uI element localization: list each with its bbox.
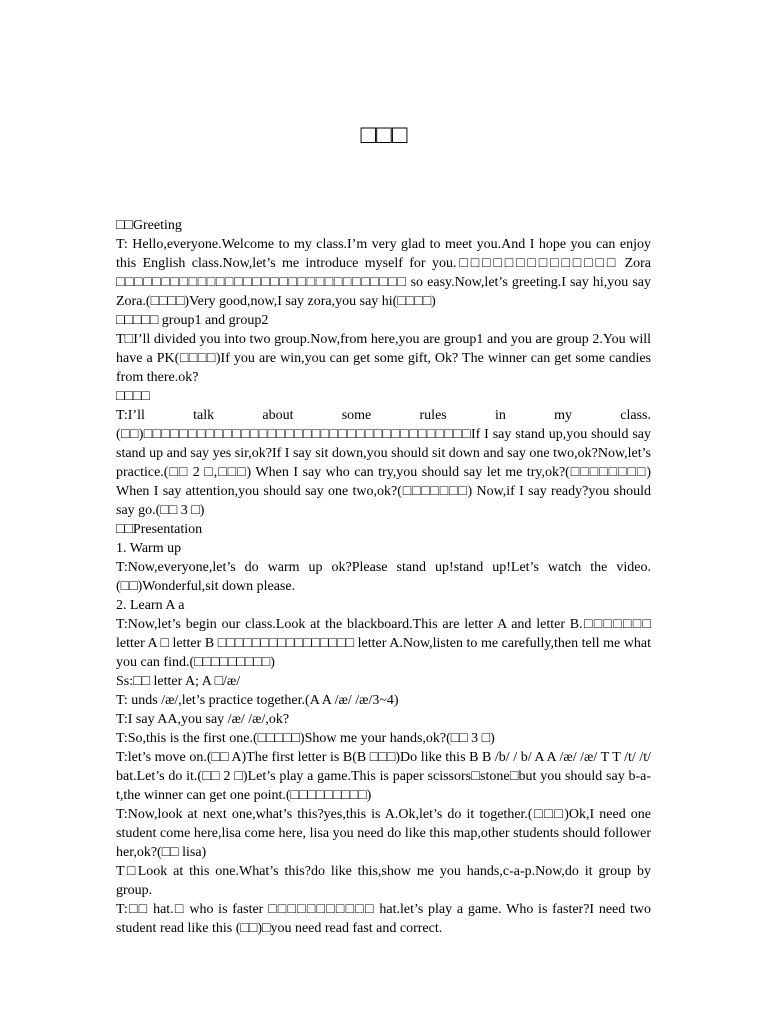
paragraph-blackboard: T:Now,let’s begin our class.Look at the blackboard.This are letter A and letter B.□□□□□□□ letter A □ letter B □□□□□□□□□□□□□□□□ letter A.Now,listen to me carefully,then tell me what you can find.(□□□□□□□□□) [116, 617, 651, 670]
paragraph-greeting: T: Hello,everyone.Welcome to my class.I’m very glad to meet you.And I hope you can enjoy this English class.Now,let’s me introduce myself for you.□□□□□□□□□□□□□□ Zora □□□□□□□□□□□□□□□□□□□□□□□□□□□□□□□□ so easy.Now,let’s greeting.I say hi,you say Zora.(□□□□)Very good,now,I say zora,you say hi(□□□□) [116, 237, 651, 309]
paragraph-warm-up: T:Now,everyone,let’s do warm up ok?Please stand up!stand up!Let’s watch the video.(□□)Wonderful,sit down please. [116, 560, 651, 594]
paragraph-practice-sound: T: unds /æ/,let’s practice together.(A A /æ/ /æ/3~4) [116, 693, 399, 708]
section-heading-greeting: □□Greeting [116, 218, 182, 233]
section-heading-presentation: □□Presentation [116, 522, 203, 537]
section-heading-rules: □□□□ [116, 389, 150, 404]
list-item-warm-up: 1. Warm up [116, 541, 182, 556]
paragraph-first-one: T:So,this is the first one.(□□□□□)Show me your hands,ok?(□□ 3 □) [116, 731, 495, 746]
paragraph-move-on: T:let’s move on.(□□ A)The first letter is B(B □□□)Do like this B B /b/ / b/ A A /æ/ /æ/ T T /t/ /t/ bat.Let’s do it.(□□ 2 □)Let’s play a game.This is paper scissors□stone□but you should say b-a-t,the winner can get one point.(□□□□□□□□□) [116, 750, 651, 803]
document-title: □□□ [360, 120, 408, 149]
list-item-learn-a: 2. Learn A a [116, 598, 185, 613]
paragraph-next-one: T:Now,look at next one,what’s this?yes,this is A.Ok,let’s do it together.(□□□)Ok,I need one student come here,lisa come here, lisa you need do like this map,other students should follower her,ok?(□□ lisa) [116, 807, 651, 860]
paragraph-rules: T:I’ll talk about some rules in my class.(□□)□□□□□□□□□□□□□□□□□□□□□□□□□□□□□□□□□□□□□If I say stand up,you should say stand up and say yes sir,ok?If I say sit down,you should sit down and say one two,ok?Now,let’s practice.(□□ 2 □,□□□) When I say who can try,you should say let me try,ok?(□□□□□□□□) When I say attention,you should say one two,ok?(□□□□□□□) Now,if I say ready?you should say go.(□□ 3 □) [116, 408, 651, 518]
paragraph-groups: T□I’ll divided you into two group.Now,from here,you are group1 and you are group 2.You will have a PK(□□□□)If you are win,you can get some gift, Ok? The winner can get some candies from there.ok? [116, 332, 651, 385]
section-heading-groups: □□□□□ group1 and group2 [116, 313, 269, 328]
paragraph-hat: T:□□ hat.□ who is faster □□□□□□□□□□□ hat.let’s play a game. Who is faster?I need two student read like this (□□)□you need read fast and correct. [116, 902, 651, 936]
document-body [116, 216, 651, 938]
paragraph-cap: T□Look at this one.What’s this?do like this,show me you hands,c-a-p.Now,do it group by group. [116, 864, 651, 898]
paragraph-say-aa: T:I say AA,you say /æ/ /æ/,ok? [116, 712, 290, 727]
paragraph-students-answer: Ss:□□ letter A; A □/æ/ [116, 674, 241, 689]
